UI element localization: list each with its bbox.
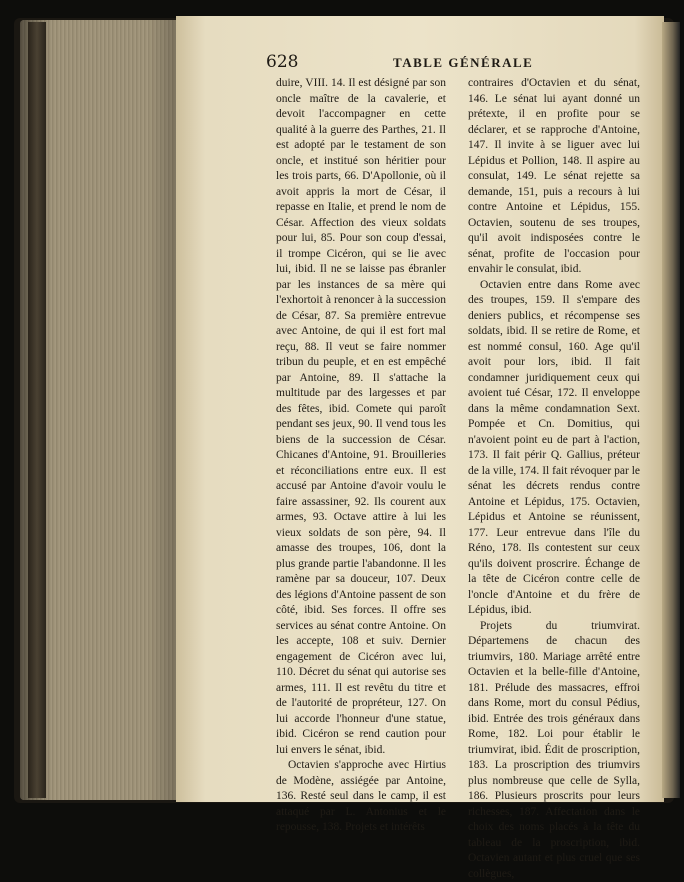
page-header [258, 52, 638, 74]
page-number: 628 [266, 52, 298, 72]
running-title: TABLE GÉNÉRALE [393, 55, 533, 71]
paragraph: Projets du triumvirat. Départemens de chacun des triumvirs, 180. Mariage arrêté entre Octavien et la belle-fille d'Antoine, 181. Prélude des massacres, effroi dans Rome, mort du consul Pédius, ibid. Entrée des trois généraux dans Rome, 182. Loi pour établir le triumvirat, ibid. Édit de proscription, 183. La proscription des triumvirs plus nombreuse que celle de Sylla, 186. Plusieurs proscrits pour leurs richesses, 187. Affectation dans le choix des noms placés à la tête du tableau de la proscription, ibid. Octavien autant et plus cruel que ses collègues, [468, 619, 640, 882]
left-column [276, 76, 446, 716]
facing-page-edge [662, 22, 680, 798]
paragraph: Octavien s'approche avec Hirtius de Modène, assiégée par Antoine, 136. Resté seul dans le camp, il est attaqué par L. Antonius et le repousse, 138. Projets et intérêts [276, 758, 446, 836]
right-column [468, 76, 640, 716]
paragraph: duire, VIII. 14. Il est désigné par son oncle maître de la cavalerie, et devoit l'accompagner en cette qualité à la guerre des Parthes, 21. Il est adopté par le testament de son oncle, et institué son héritier pour les trois parts, 66. D'Apollonie, où il avoit appris la mort de César, il repasse en Italie, et prend le nom de César. Affection des vieux soldats pour lui, 85. Pour son coup d'essai, il trompe Cicéron, qui se lie avec lui, ibid. Il ne se laisse pas ébranler par les instances de sa mère qui l'exhortoit à renoncer à la succession de César, 87. Sa première entrevue avec Antoine, de qui il est fort mal reçu, 88. Il veut se faire nommer tribun du peuple, et en est empêché par Antoine, 89. Il s'attache la multitude par des largesses et par des fêtes, ibid. Comete qui paroît pendant ses jeux, 90. Il vend tous les biens de la succession de César. Chicanes d'Antoine, 91. Brouilleries et réconciliations entre eux. Il est accusé par Antoine d'avoir voulu le faire assassiner, 92. Ils courent aux armes, 93. Octave attire à lui les vieux soldats de son père, 94. Il amasse des troupes, 106, dont la plus grande partie l'abandonne. Il les ramène par sa douceur, 107. Deux des légions d'Antoine passent de son côté, ibid. Ses forces. Il offre ses services au sénat contre Antoine. On les accepte, 108 et suiv. Dernier engagement de Cicéron avec lui, 110. Décret du sénat qui autorise ses armes, 111. Il est revêtu du titre et de l'autorité de propréteur, 127. On lui accorde l'honneur d'une statue, ibid. Cicéron se rend caution pour lui envers le sénat, ibid. [276, 76, 446, 758]
paragraph: Octavien entre dans Rome avec des troupes, 159. Il s'empare des deniers publics, et récompense ses soldats, ibid. Il se retire de Rome, et est nommé consul, 160. Age qu'il avoit pour lors, ibid. Il fait condamner juridiquement ceux qui avoient tué César, 172. Il enveloppe dans la même condamnation Sext. Pompée et Cn. Domitius, qui n'avoient point eu de part à l'action, 173. Il fait périr Q. Gallius, préteur de la ville, 174. Il fait révoquer par le sénat les décrets rendus contre Antoine et Lépidus, 175. Octavien, Lépidus et Antoine se réunissent, 177. Leur entrevue dans l'île du Réno, 178. Ils contestent sur ceux qu'ils doivent proscrire. Échange de la tête de Cicéron contre celle de l'oncle d'Antoine et du frère de Lépidus, ibid. [468, 278, 640, 619]
book-spine [28, 22, 46, 798]
paragraph: contraires d'Octavien et du sénat, 146. Le sénat lui ayant donné un prétexte, il en profite pour se déclarer, et se rapproche d'Antoine, 147. Il invite à se liguer avec lui Lépidus et Pollion, 148. Il aspire au consulat, 149. Le sénat rejette sa demande, 151, puis a recours à lui contre Antoine et Lépidus, 155. Octavien, soutenu de ses troupes, qu'il avoit indisposées contre le sénat, profite de l'occasion pour envahir le consulat, ibid. [468, 76, 640, 278]
